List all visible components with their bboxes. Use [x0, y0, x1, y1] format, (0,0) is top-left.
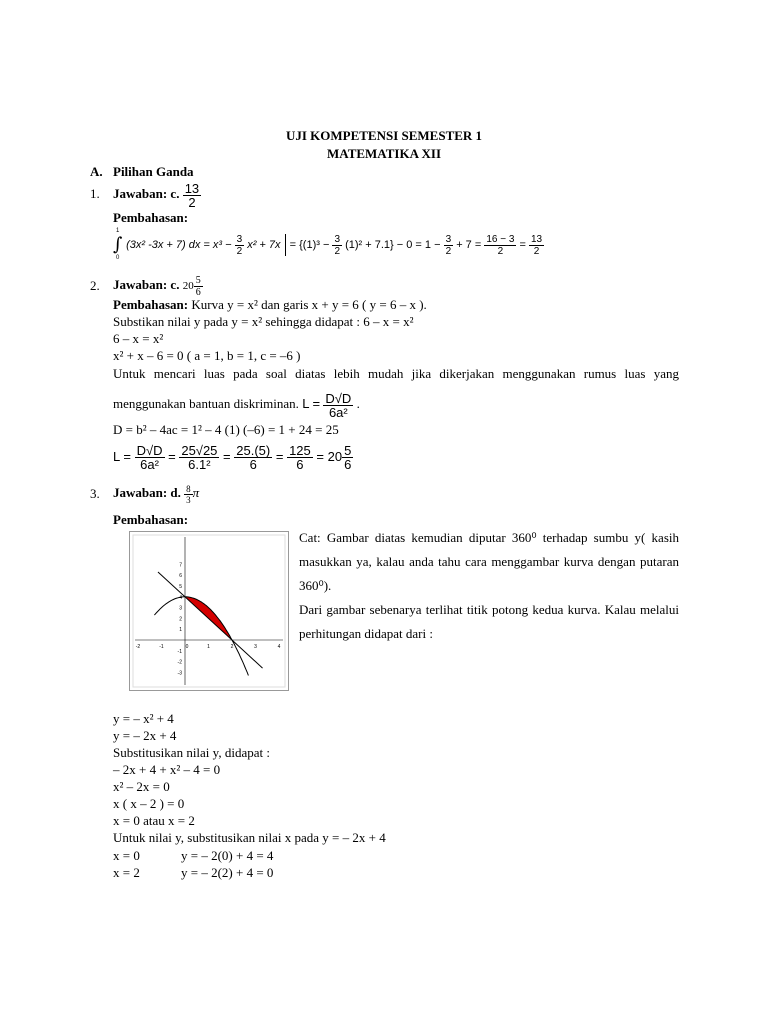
q1-answer-row	[113, 179, 201, 209]
x-tick-label: 4	[277, 644, 281, 650]
integral-sign: ∫ 1 0	[113, 228, 123, 262]
evaluation-bar	[285, 234, 286, 256]
q2-pembahasan-row	[113, 297, 427, 313]
q3-note-2: Dari gambar sebenarya terlihat titik potong kedua kurva. Kalau melalui perhitungan didapat dari :	[299, 602, 679, 641]
q3-answer-pi: π	[192, 485, 200, 500]
q1-answer-numerator: 13	[184, 180, 200, 196]
q2-line-2: 6 – x = x²	[113, 331, 164, 346]
q1-mid-1: x² + 7x	[247, 239, 281, 251]
q2-line-3: x² + x – 6 = 0 ( a = 1, b = 1, c = –6 )	[113, 348, 301, 363]
q3-pembahasan-label: Pembahasan:	[113, 512, 189, 527]
integral-upper: 1	[116, 228, 120, 235]
q2-answer-fraction: $\frac{5}{6}$	[195, 274, 201, 298]
y-tick-label: -1	[177, 648, 182, 655]
calc-eq-4: =	[316, 449, 324, 464]
calc-frac-d: $\frac{125}{6}$	[289, 443, 311, 473]
q2-line-6: D = b² – 4ac = 1² – 4 (1) (–6) = 1 + 24 = 25	[113, 422, 339, 437]
integral-lower: 0	[116, 255, 120, 262]
q3-table-y1: y = – 2(0) + 4 = 4	[181, 848, 274, 863]
y-tick-label: 6	[179, 573, 182, 580]
q1-answer-denominator: 2	[188, 194, 196, 210]
q2-pembahasan-label: Pembahasan:	[113, 297, 189, 312]
q3-line-5: x² – 2x = 0	[113, 779, 170, 794]
section-label: A.	[90, 164, 103, 179]
q3-number: 3.	[90, 486, 100, 501]
q3-note	[299, 526, 679, 646]
x-tick-label: 3	[254, 644, 257, 650]
q2-pembahasan-text: Kurva y = x² dan garis x + y = 6 ( y = 6 – x ).	[191, 297, 427, 312]
q1-answer-fraction	[183, 182, 201, 209]
q2-answer-label: Jawaban: c.	[113, 277, 180, 292]
q1-pembahasan-label: Pembahasan:	[113, 210, 189, 225]
q1-frac-3: $\frac{3}{2}$	[445, 233, 452, 257]
q2-L-fraction: $\frac{D√D}{\text{6a²}}$	[325, 390, 352, 420]
q1-frac-1: $\frac{3}{2}$	[236, 233, 243, 257]
x-tick-label: 1	[207, 644, 210, 650]
q3-line-3: Substitusikan nilai y, didapat :	[113, 745, 270, 760]
x-tick-label: -2	[135, 644, 141, 650]
q1-frac-2: $\frac{3}{2}$	[334, 233, 341, 257]
q1-integrand: (3x² -3x + 7) dx = x³ −	[126, 239, 232, 251]
calc-frac-b: $\frac{25√25}{\text{6.1²}}$	[181, 443, 218, 473]
q2-calc-row	[113, 440, 353, 474]
q1-answer-label: Jawaban: c.	[113, 186, 180, 201]
q3-line-8: Untuk nilai y, substitusikan nilai x pada y = – 2x + 4	[113, 830, 386, 845]
y-tick-label: 2	[179, 616, 182, 623]
q3-answer-row	[113, 478, 199, 508]
graph-svg	[129, 531, 289, 691]
q3-line-1: y = – x² + 4	[113, 711, 174, 726]
q3-table-x1: x = 0	[113, 848, 140, 863]
x-tick-label: -1	[159, 644, 164, 650]
title-line-2: MATEMATIKA XII	[327, 146, 441, 161]
x-tick-label: 2	[230, 644, 234, 650]
q1-frac-5: $\frac{13}{2}$	[530, 233, 543, 257]
q1-frac-4: $\frac{16 - 3}{2}$	[486, 233, 515, 257]
y-tick-label: 4	[179, 594, 182, 601]
title-line-1: UJI KOMPETENSI SEMESTER 1	[285, 128, 483, 143]
calc-L: L =	[113, 449, 131, 464]
q2-line-4-text: Untuk mencari luas pada soal diatas lebih mudah jika dikerjakan menggunakan rumus luas yang	[113, 366, 679, 381]
q3-line-7: x = 0 atau x = 2	[113, 813, 195, 828]
y-tick-label: 7	[179, 562, 182, 569]
q3-graph	[129, 531, 289, 691]
q3-table-y2: y = – 2(2) + 4 = 0	[181, 865, 274, 880]
q2-line-5-row	[113, 388, 360, 420]
calc-frac-a: $\frac{D√D}{\text{6a²}}$	[136, 443, 163, 473]
calc-whole: 20	[327, 449, 343, 464]
q3-note-1: Cat: Gambar diatas kemudian diputar 360⁰ terhadap sumbu y( kasih masukkan ya, kalau anda tahu cara menggambar kurva dengan putaran 360⁰).	[299, 530, 679, 593]
q1-eq-1: = {(1)³ −	[289, 239, 330, 251]
q2-line-5-text: menggunakan bantuan diskriminan.	[113, 396, 299, 411]
q3-line-2: y = – 2x + 4	[113, 728, 177, 743]
q1-number: 1.	[90, 186, 100, 201]
q3-answer-fraction: $\frac{8}{3}$	[186, 483, 191, 505]
q3-answer-label: Jawaban: d.	[113, 485, 181, 500]
q2-line-4	[113, 366, 679, 382]
calc-eq-1: =	[168, 449, 176, 464]
q1-mid-3: + 7 =	[456, 239, 482, 251]
x-tick-label: 0	[185, 644, 189, 650]
q3-table-x2: x = 2	[113, 865, 140, 880]
calc-eq-3: =	[275, 449, 284, 464]
q2-line-1: Substikan nilai y pada y = x² sehingga didapat : 6 – x = x²	[113, 314, 414, 329]
q2-L-label: L =	[302, 396, 321, 411]
y-tick-label: 1	[179, 627, 182, 634]
y-tick-label: 3	[179, 605, 182, 612]
q1-mid-2: (1)² + 7.1} − 0 = 1 −	[345, 239, 441, 251]
q3-line-6: x ( x – 2 ) = 0	[113, 796, 185, 811]
q1-mid-4: =	[519, 239, 526, 251]
y-tick-label: 5	[179, 584, 182, 590]
calc-frac-c: $\frac{25.(5)}{6}$	[236, 443, 271, 473]
calc-frac-e: $\frac{5}{6}$	[344, 443, 352, 473]
y-tick-label: -2	[177, 659, 182, 666]
q2-answer-whole: 20	[182, 280, 194, 292]
y-tick-label: -3	[177, 670, 182, 677]
section-title: Pilihan Ganda	[113, 164, 194, 179]
calc-eq-2: =	[223, 449, 231, 464]
q3-line-4: – 2x + 4 + x² – 4 = 0	[113, 762, 221, 777]
q2-line-5-end: .	[356, 396, 360, 411]
q2-number: 2.	[90, 278, 100, 293]
q1-integral-row	[113, 230, 544, 260]
